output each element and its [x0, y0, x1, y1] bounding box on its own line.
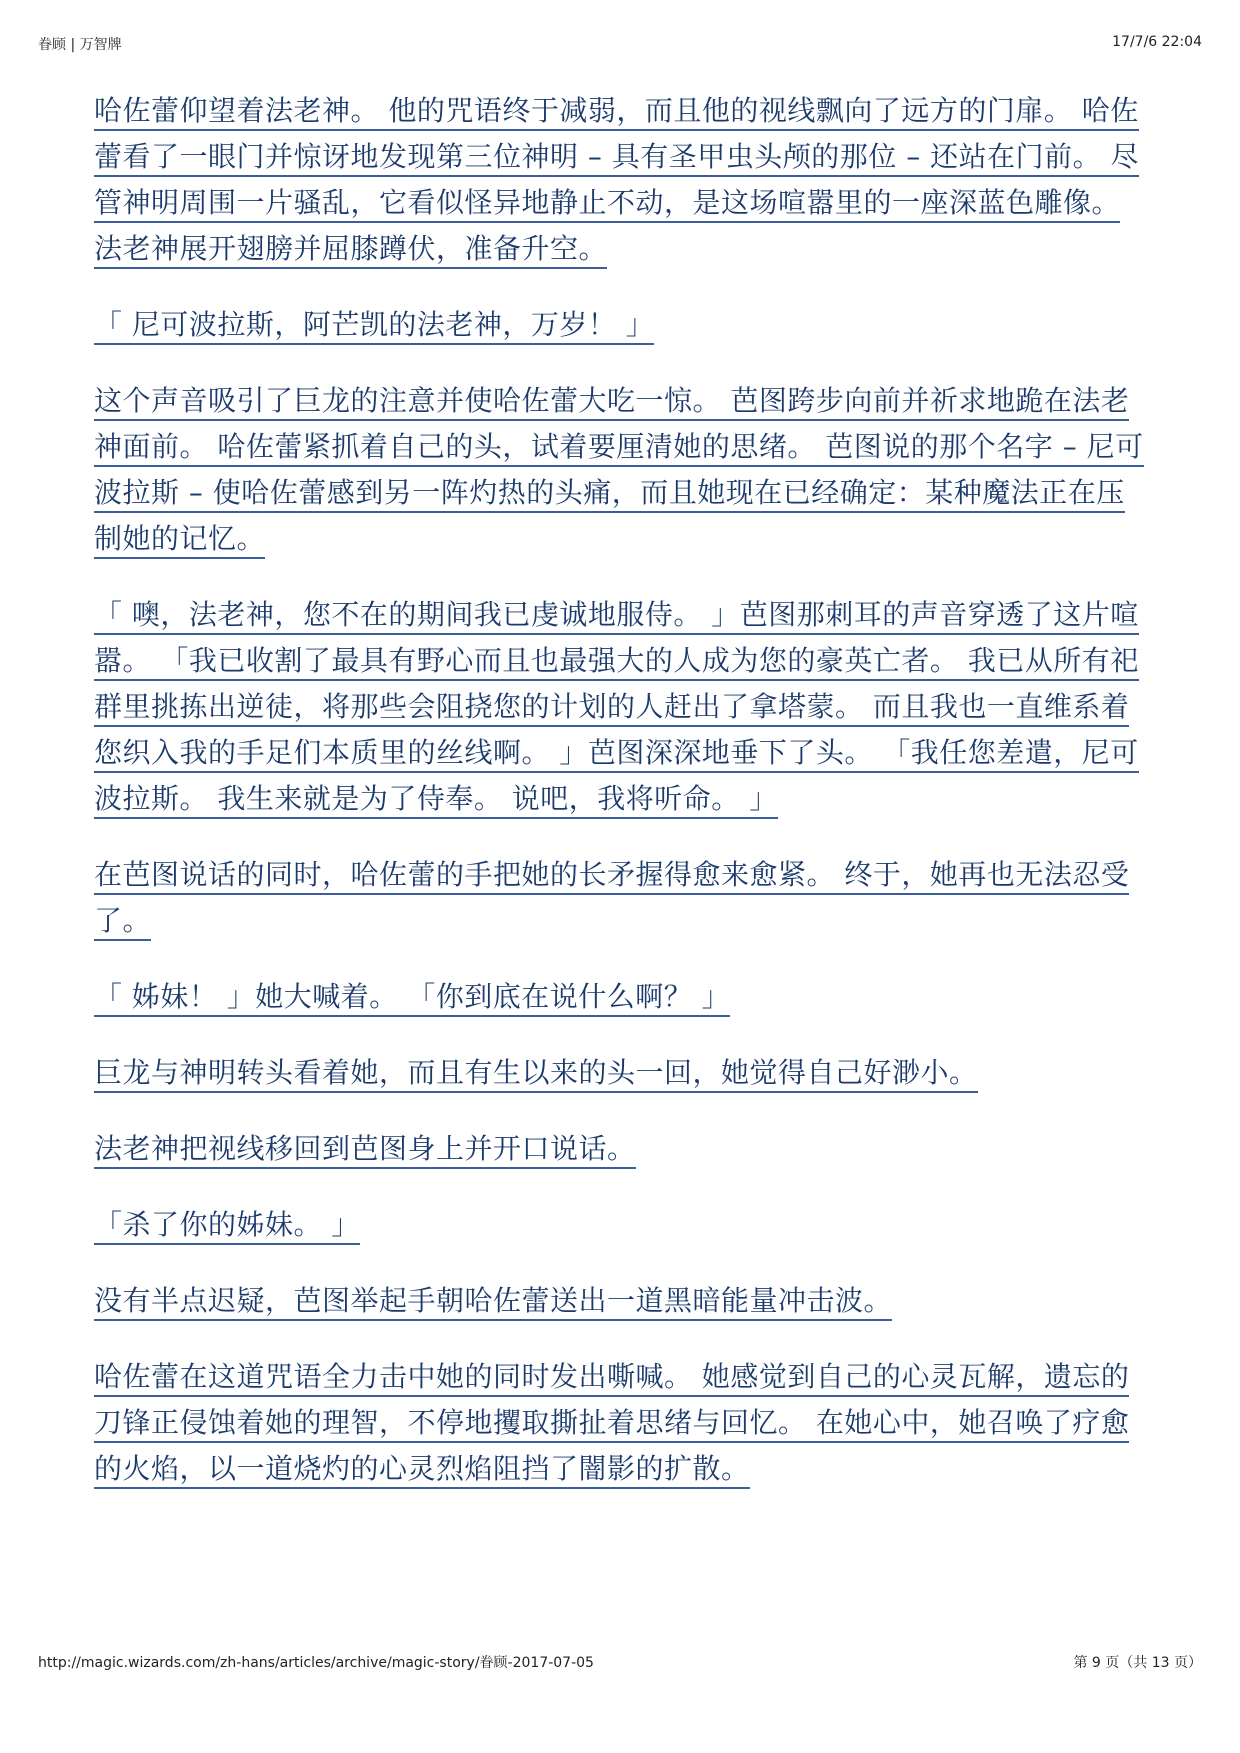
paragraph: [94, 1126, 1144, 1172]
paragraph-text: 哈佐蕾仰望着法老神。 他的咒语终于减弱，而且他的视线飘向了远方的门扉。 哈佐蕾看了一眼门并惊讶地发现第三位神明 – 具有圣甲虫头颅的那位 – 还站在门前。 尽管神明周围一片骚乱，它看似怪异地静止不动，是这场喧嚣里的一座深蓝色雕像。 法老神展开翅膀并屈膝蹲伏，准备升空。: [94, 94, 1139, 269]
paragraph-text: 没有半点迟疑，芭图举起手朝哈佐蕾送出一道黑暗能量冲击波。: [94, 1284, 892, 1321]
paragraph: [94, 1278, 1144, 1324]
print-datetime: 17/7/6 22:04: [1112, 34, 1202, 50]
paragraph: [94, 378, 1144, 562]
paragraph-text: 「 噢，法老神，您不在的期间我已虔诚地服侍。 」芭图那刺耳的声音穿透了这片喧嚣。 「我已收割了最具有野心而且也最强大的人成为您的豪英亡者。 我已从所有祀群里挑拣出逆徒，将那些会阻挠您的计划的人赶出了拿塔蒙。 而且我也一直维系着您织入我的手足们本质里的丝线啊。 」芭图深深地垂下了头。 「我任您差遣，尼可波拉斯。 我生来就是为了侍奉。 说吧，我将听命。 」: [94, 598, 1139, 819]
paragraph: [94, 974, 1144, 1020]
paragraph-text: 这个声音吸引了巨龙的注意并使哈佐蕾大吃一惊。 芭图跨步向前并祈求地跪在法老神面前。 哈佐蕾紧抓着自己的头，试着要厘清她的思绪。 芭图说的那个名字 – 尼可波拉斯 – 使哈佐蕾感到另一阵灼热的头痛，而且她现在已经确定：某种魔法正在压制她的记忆。: [94, 384, 1144, 559]
paragraph: [94, 1050, 1144, 1096]
paragraph-text: 「 尼可波拉斯，阿芒凯的法老神，万岁！ 」: [94, 308, 654, 345]
paragraph-text: 「 姊妹！ 」她大喊着。 「你到底在说什么啊？ 」: [94, 980, 730, 1017]
paragraph-text: 哈佐蕾在这道咒语全力击中她的同时发出嘶喊。 她感觉到自己的心灵瓦解，遗忘的刀锋正侵蚀着她的理智，不停地攫取撕扯着思绪与回忆。 在她心中，她召唤了疗愈的火焰，以一道烧灼的心灵烈焰阻挡了闇影的扩散。: [94, 1360, 1129, 1489]
paragraph: [94, 1354, 1144, 1492]
article-body: [94, 88, 1144, 1522]
paragraph: [94, 1202, 1144, 1248]
page-title: 眷顾 | 万智牌: [38, 37, 122, 53]
paragraph-text: 巨龙与神明转头看着她，而且有生以来的头一回，她觉得自己好渺小。: [94, 1056, 978, 1093]
page-url: http://magic.wizards.com/zh-hans/articles/archive/magic-story/眷顾-2017-07-05: [38, 1655, 594, 1671]
paragraph: [94, 88, 1144, 272]
paragraph: [94, 302, 1144, 348]
paragraph: [94, 852, 1144, 944]
print-footer: [38, 1652, 1202, 1672]
paragraph: [94, 592, 1144, 822]
paragraph-text: 在芭图说话的同时，哈佐蕾的手把她的长矛握得愈来愈紧。 终于，她再也无法忍受了。: [94, 858, 1129, 941]
paragraph-text: 「杀了你的姊妹。 」: [94, 1208, 360, 1245]
paragraph-text: 法老神把视线移回到芭图身上并开口说话。: [94, 1132, 636, 1169]
page-number: 第 9 页（共 13 页）: [1073, 1655, 1202, 1671]
print-header: [38, 34, 1202, 54]
